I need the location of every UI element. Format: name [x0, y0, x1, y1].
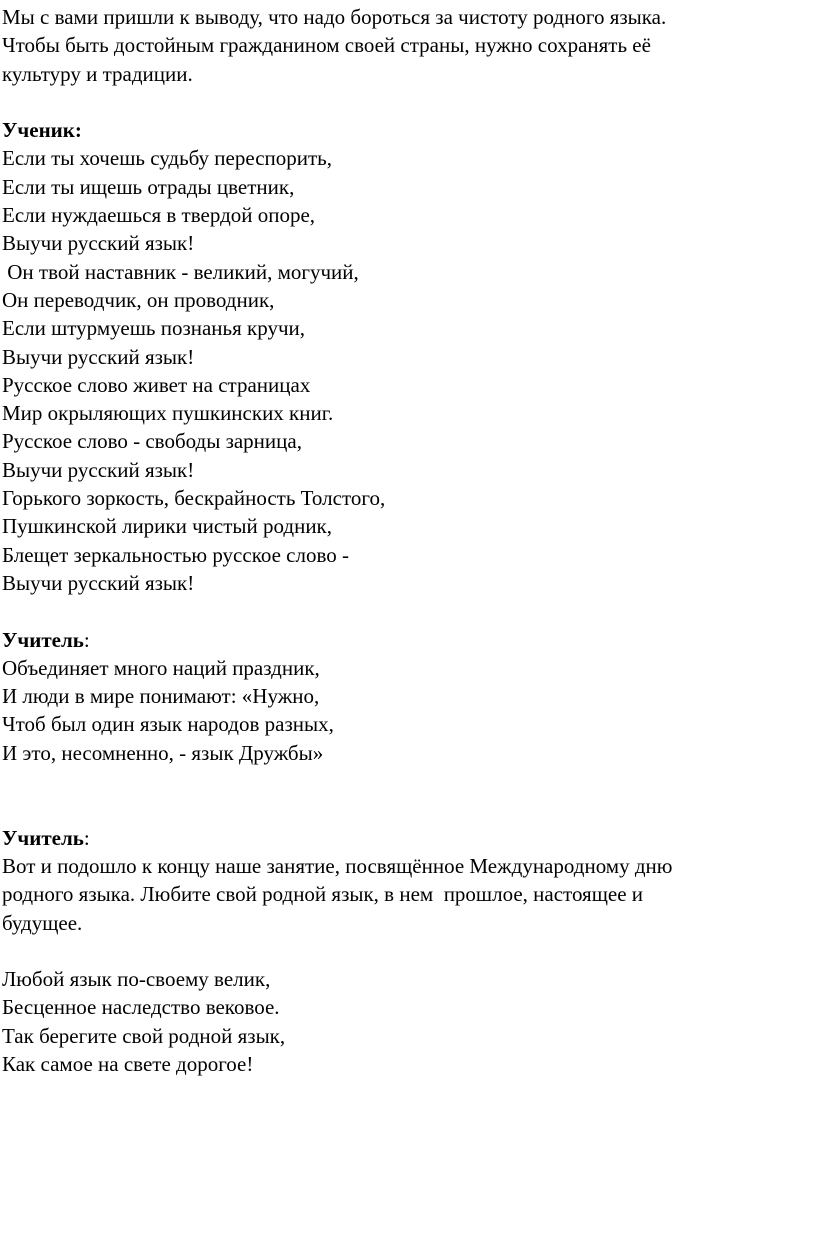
- poem-line: Он твой наставник - великий, могучий,: [2, 259, 359, 284]
- poem-line: Если штурмуешь познанья кручи,: [2, 316, 305, 341]
- poem-line: Бесценное наследство вековое.: [2, 995, 280, 1020]
- poem-line: Как самое на свете дорогое!: [2, 1051, 254, 1076]
- poem-line: Блещет зеркальностью русское слово -: [2, 542, 349, 567]
- poem-line: Чтоб был один язык народов разных,: [2, 712, 334, 737]
- poem-line: Выучи русский язык!: [2, 457, 195, 482]
- speaker-label-student: Ученик:: [2, 118, 82, 143]
- poem-line: И люди в мире понимают: «Нужно,: [2, 684, 320, 709]
- speaker-colon: :: [83, 627, 90, 652]
- blank-line: [2, 767, 810, 824]
- poem-line: Русское слово живет на страницах: [2, 372, 311, 397]
- poem-line: Горького зоркость, бескрайность Толстого,: [2, 486, 386, 511]
- speaker-line: [2, 626, 810, 654]
- document-body: [2, 3, 810, 1078]
- speaker-label-teacher: Учитель: [2, 825, 84, 850]
- poem-line: Русское слово - свободы зарница,: [2, 429, 302, 454]
- text-line: культуру и традиции.: [2, 61, 193, 86]
- closing-poem: [2, 965, 810, 1078]
- teacher-section-1: [2, 626, 810, 767]
- intro-paragraph: [2, 3, 810, 88]
- poem-line: Если ты ищешь отрады цветник,: [2, 174, 295, 199]
- blank-line: [2, 937, 810, 965]
- poem-line: И это, несомненно, - язык Дружбы»: [2, 740, 324, 765]
- poem-line: Пушкинской лирики чистый родник,: [2, 514, 333, 539]
- speaker-colon: :: [83, 825, 90, 850]
- text-line: будущее.: [2, 910, 83, 935]
- poem-line: Он переводчик, он проводник,: [2, 287, 275, 312]
- poem-line: Выучи русский язык!: [2, 231, 195, 256]
- poem-line: Если ты хочешь судьбу переспорить,: [2, 146, 333, 171]
- blank-line: [2, 597, 810, 625]
- text-line: Вот и подошло к концу наше занятие, посвящённое Международному дню: [2, 853, 673, 878]
- blank-line: [2, 88, 810, 116]
- text-line: Чтобы быть достойным гражданином своей страны, нужно сохранять её: [2, 33, 651, 58]
- poem-line: Выучи русский язык!: [2, 570, 195, 595]
- poem-line: Выучи русский язык!: [2, 344, 195, 369]
- teacher-section-2: [2, 824, 810, 937]
- poem-line: Мир окрыляющих пушкинских книг.: [2, 401, 334, 426]
- poem-line: Так берегите свой родной язык,: [2, 1023, 286, 1048]
- teacher-poem: [2, 654, 810, 767]
- student-section: [2, 116, 810, 597]
- poem-line: Объединяет много наций праздник,: [2, 655, 320, 680]
- student-poem: [2, 144, 810, 597]
- teacher-closing-paragraph: [2, 852, 810, 937]
- text-line: родного языка. Любите свой родной язык, в нем прошлое, настоящее и: [2, 882, 644, 907]
- poem-line: Если нуждаешься в твердой опоре,: [2, 203, 316, 228]
- speaker-line: [2, 824, 810, 852]
- speaker-label-teacher: Учитель: [2, 627, 84, 652]
- poem-line: Любой язык по-своему велик,: [2, 967, 271, 992]
- text-line: Мы с вами пришли к выводу, что надо бороться за чистоту родного языка.: [2, 5, 667, 29]
